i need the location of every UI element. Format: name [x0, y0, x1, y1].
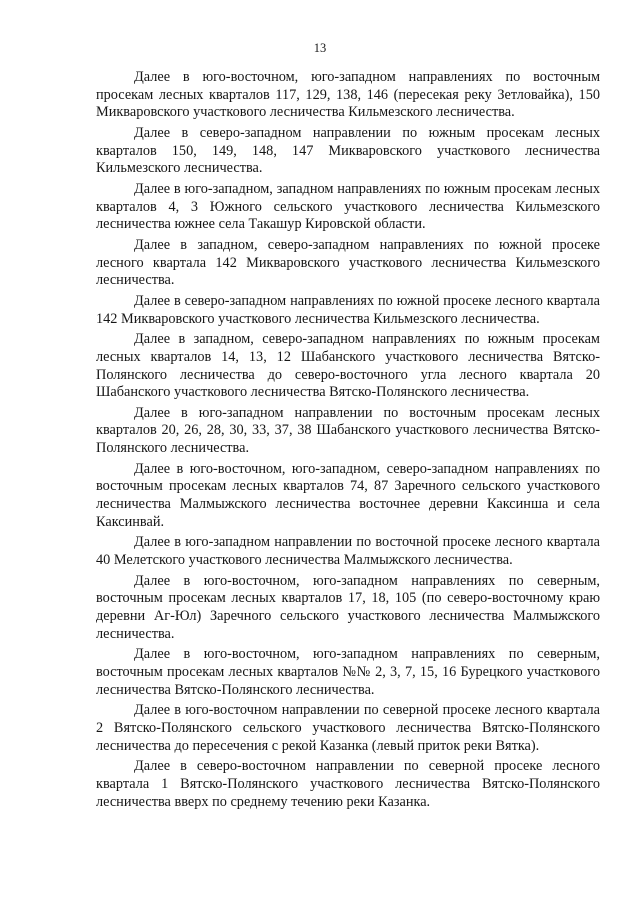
paragraph: Далее в западном, северо-западном направлениях по южным просекам лесных кварталов 14, 13, 12 Шабанского участкового лесничества Вятско-Полянского лесничества до северо-восточного угла лесного квартала 20 Шабанского участкового лесничества Вятско-Полянского лесничества. — [96, 331, 600, 401]
paragraph: Далее в северо-западном направлении по южным просекам лесных кварталов 150, 149, 148, 147 Микваровского участкового лесничества Кильмезского лесничества. — [96, 124, 600, 177]
paragraph: Далее в юго-западном направлении по восточной просеке лесного квартала 40 Мелетского участкового лесничества Малмыжского лесничества. — [96, 534, 600, 569]
document-body — [96, 69, 600, 814]
paragraph: Далее в юго-восточном, юго-западном направлениях по северным, восточным просекам лесных кварталов №№ 2, 3, 7, 15, 16 Бурецкого участкового лесничества Вятско-Полянского лесничества. — [96, 646, 600, 698]
paragraph: Далее в юго-восточном, юго-западном, северо-западном направлениях по восточным просекам лесных кварталов 74, 87 Заречного сельского участкового лесничества Малмыжского лесничества восточнее деревни Каксинша и села Каксинвай. — [96, 460, 600, 530]
paragraph: Далее в юго-западном, западном направлениях по южным просекам лесных кварталов 4, 3 Южного сельского участкового лесничества Кильмезского лесничества южнее села Такашур Кировской области. — [96, 180, 600, 233]
paragraph: Далее в юго-восточном, юго-западном направлениях по северным, восточным просекам лесных кварталов 17, 18, 105 (по северо-восточному краю деревни Аг-Юл) Заречного сельского участкового лесничества Малмыжского лесничества. — [96, 572, 600, 642]
paragraph: Далее в юго-восточном направлении по северной просеке лесного квартала 2 Вятско-Полянского сельского участкового лесничества Вятско-Полянского лесничества до пересечения с рекой Казанка (левый приток реки Вятка). — [96, 702, 600, 754]
paragraph: Далее в западном, северо-западном направлениях по южной просеке лесного квартала 142 Микваровского участкового лесничества Кильмезского лесничества. — [96, 236, 600, 289]
paragraph: Далее в юго-западном направлении по восточным просекам лесных кварталов 20, 26, 28, 30, 33, 37, 38 Шабанского участкового лесничества Вятско-Полянского лесничества. — [96, 404, 600, 457]
page-number: 13 — [313, 41, 327, 55]
paragraph: Далее в юго-восточном, юго-западном направлениях по восточным просекам лесных кварталов 117, 129, 138, 146 (пересекая реку Зетловайка), 150 Микваровского участкового лесничества Кильмезского лесничества. — [96, 69, 600, 121]
paragraph: Далее в северо-восточном направлении по северной просеке лесного квартала 1 Вятско-Полянского участкового лесничества Вятско-Полянского лесничества вверх по среднему течению реки Казанка. — [96, 758, 600, 810]
paragraph: Далее в северо-западном направлениях по южной просеке лесного квартала 142 Микваровского участкового лесничества Кильмезского лесничества. — [96, 292, 600, 327]
